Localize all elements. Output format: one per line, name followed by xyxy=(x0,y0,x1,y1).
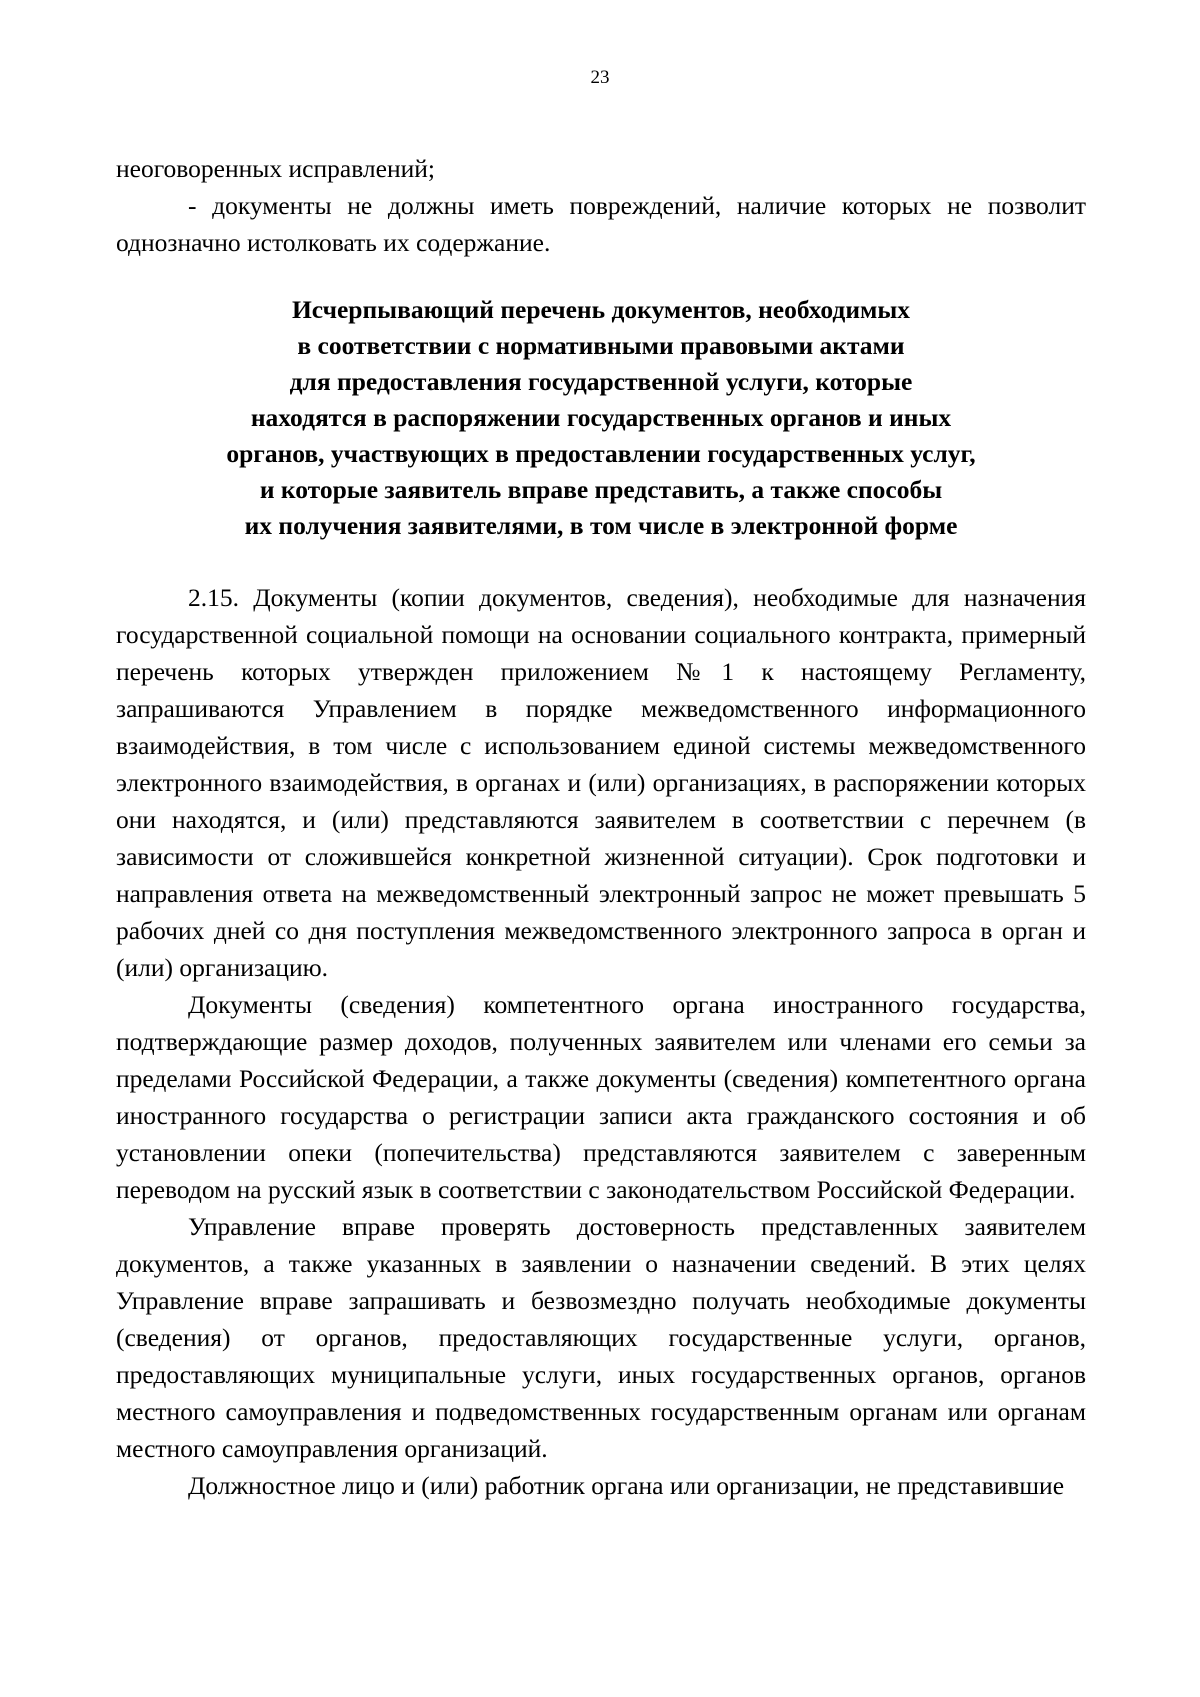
heading-line: находятся в распоряжении государственных органов и иных xyxy=(250,403,952,432)
intro-paragraph: - документы не должны иметь повреждений, наличие которых не позволит однозначно истолковать их содержание. xyxy=(116,191,1086,257)
heading-line: для предоставления государственной услуги, которые xyxy=(289,367,913,396)
paragraph-verification: Управление вправе проверять достоверность представленных заявителем документов, а также указанных в заявлении о назначении сведений. В этих целях Управление вправе запрашивать и безвозмездно получать необходимые документы (сведения) от органов, предоставляющих государственные услуги, органов, предоставляющих муниципальные услуги, иных государственных органов, органов местного самоуправления и подведомственных государственным органам или органам местного самоуправления организаций. xyxy=(116,1212,1086,1463)
document-body xyxy=(116,150,1086,1504)
heading-line: их получения заявителями, в том числе в электронной форме xyxy=(244,511,958,540)
page-number: 23 xyxy=(590,67,610,88)
heading-line: органов, участвующих в предоставлении государственных услуг, xyxy=(226,439,976,468)
heading-line: и которые заявитель вправе представить, а также способы xyxy=(259,475,943,504)
paragraph-2-15: 2.15. Документы (копии документов, сведения), необходимые для назначения государственной социальной помощи на основании социального контракта, примерный перечень которых утвержден приложением №1 к настоящему Регламенту, запрашиваются Управлением в порядке межведомственного информационного взаимодействия, в том числе с использованием единой системы межведомственного электронного взаимодействия, в органах и (или) организациях, в распоряжении которых они находятся, и (или) представляются заявителем в соответствии с перечнем (в зависимости от сложившейся конкретной жизненной ситуации). Срок подготовки и направления ответа на межведомственный электронный запрос не может превышать 5 рабочих дней со дня поступления межведомственного электронного запроса в орган и (или) организацию. xyxy=(116,583,1086,982)
intro-line: неоговоренных исправлений; xyxy=(116,154,435,183)
section-heading xyxy=(116,292,1086,544)
paragraph-foreign-documents: Документы (сведения) компетентного органа иностранного государства, подтверждающие размер доходов, полученных заявителем или членами его семьи за пределами Российской Федерации, а также документы (сведения) компетентного органа иностранного государства о регистрации записи акта гражданского состояния и об установлении опеки (попечительства) представляются заявителем с заверенным переводом на русский язык в соответствии с законодательством Российской Федерации. xyxy=(116,990,1086,1204)
paragraph-official-responsibility: Должностное лицо и (или) работник органа или организации, не представившие xyxy=(188,1471,1065,1500)
heading-line: в соответствии с нормативными правовыми актами xyxy=(297,331,905,360)
heading-line: Исчерпывающий перечень документов, необходимых xyxy=(291,295,911,324)
